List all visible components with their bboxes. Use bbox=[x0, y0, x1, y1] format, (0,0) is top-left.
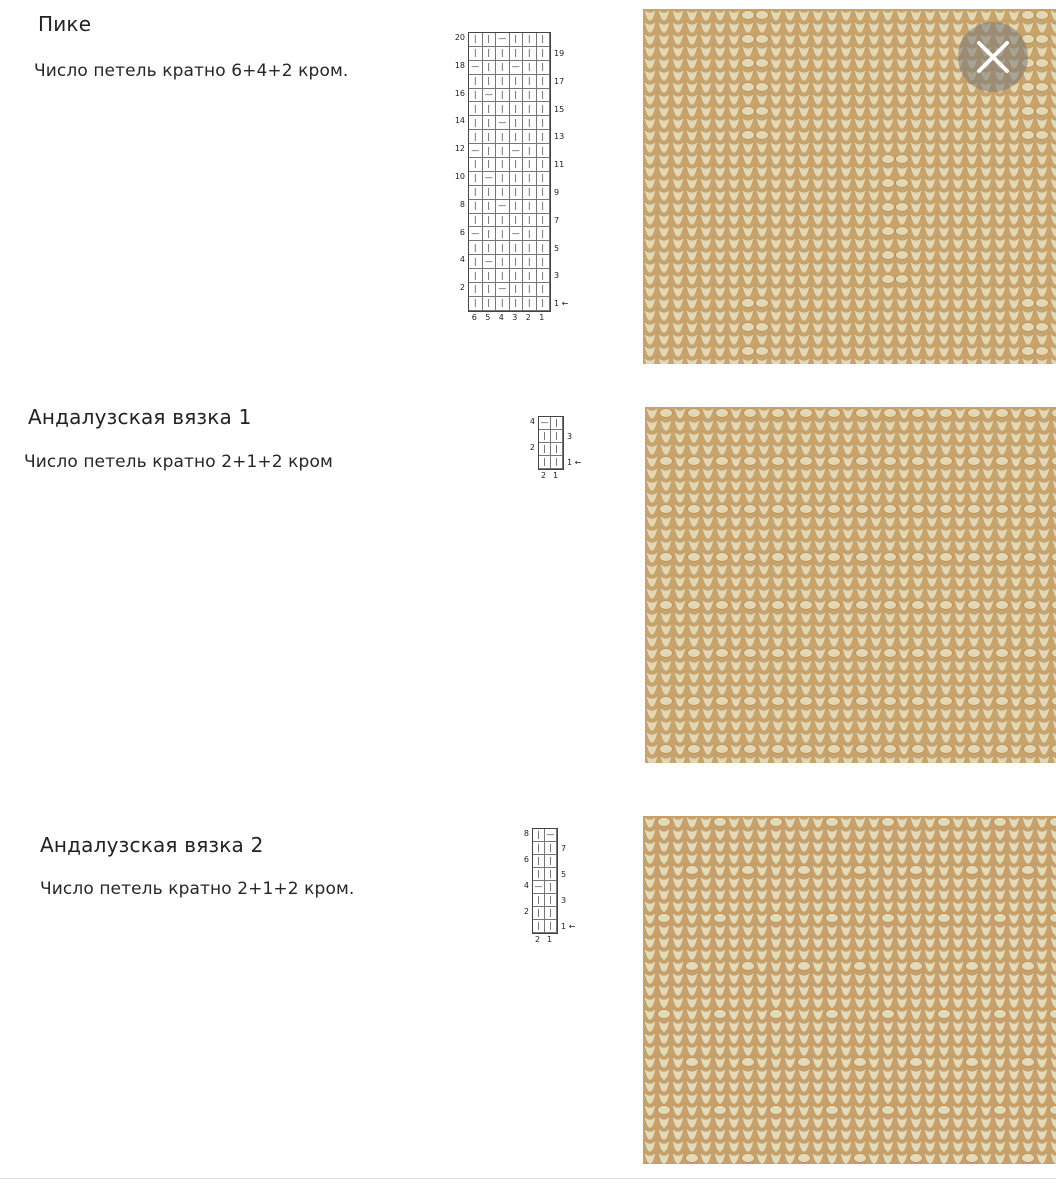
chart-cell: | bbox=[469, 255, 483, 269]
pattern-title-pike: Пике bbox=[38, 12, 92, 36]
chart-cell: | bbox=[496, 172, 510, 186]
chart-cell: | bbox=[483, 47, 497, 61]
row-label-even: 10 bbox=[454, 172, 465, 181]
chart-cell: | bbox=[523, 116, 537, 130]
chart-cell: | bbox=[523, 227, 537, 241]
chart-cell: | bbox=[537, 297, 551, 311]
chart-cell: | bbox=[523, 172, 537, 186]
chart-cell: | bbox=[533, 855, 545, 868]
chart-cell: | bbox=[510, 75, 524, 89]
chart-cell: | bbox=[469, 214, 483, 228]
chart-cell: | bbox=[523, 297, 537, 311]
chart-cell: | bbox=[469, 283, 483, 297]
chart-cell: | bbox=[483, 130, 497, 144]
row-label-odd: 15 bbox=[554, 104, 565, 114]
chart-cell: | bbox=[510, 283, 524, 297]
chart-cell: — bbox=[510, 61, 524, 75]
chart-cell: | bbox=[496, 227, 510, 241]
chart-cell: — bbox=[510, 144, 524, 158]
chart-cell: | bbox=[545, 881, 557, 894]
row-label-odd: 1 ← bbox=[561, 922, 576, 931]
chart-cell: | bbox=[523, 47, 537, 61]
chart-cell: | bbox=[496, 214, 510, 228]
knitting-chart-andalusian-2 bbox=[520, 826, 590, 954]
chart-cell: | bbox=[523, 255, 537, 269]
chart-cell: | bbox=[523, 102, 537, 116]
column-label: 1 bbox=[553, 471, 559, 480]
column-label: 2 bbox=[525, 313, 531, 322]
chart-cell: | bbox=[523, 283, 537, 297]
chart-cell: | bbox=[510, 158, 524, 172]
chart-cell: | bbox=[551, 456, 563, 469]
chart-cell: | bbox=[483, 214, 497, 228]
chart-cell: | bbox=[496, 158, 510, 172]
column-label: 1 bbox=[539, 313, 545, 322]
chart-cell: | bbox=[469, 158, 483, 172]
column-label: 3 bbox=[512, 313, 518, 322]
chart-cell: | bbox=[523, 269, 537, 283]
row-label-even: 16 bbox=[454, 88, 465, 98]
column-label: 6 bbox=[471, 313, 477, 322]
chart-cell: — bbox=[539, 417, 551, 430]
row-label-odd: 3 bbox=[554, 271, 560, 281]
column-label: 5 bbox=[485, 313, 491, 322]
chart-cell: | bbox=[545, 868, 557, 881]
chart-cell: — bbox=[483, 255, 497, 269]
chart-cell: | bbox=[469, 200, 483, 214]
chart-cell: | bbox=[510, 116, 524, 130]
chart-cell: | bbox=[551, 417, 563, 430]
row-label-odd: 7 bbox=[561, 844, 567, 853]
chart-grid bbox=[532, 828, 558, 934]
pattern-title-andalusian-2: Андалузская вязка 2 bbox=[40, 833, 264, 857]
chart-cell: | bbox=[537, 130, 551, 144]
chart-cell: | bbox=[469, 241, 483, 255]
chart-cell: | bbox=[523, 130, 537, 144]
chart-cell: | bbox=[483, 75, 497, 89]
pattern-description-andalusian-2: Число петель кратно 2+1+2 кром. bbox=[40, 879, 355, 899]
chart-cell: | bbox=[469, 47, 483, 61]
chart-cell: — bbox=[469, 227, 483, 241]
chart-cell: — bbox=[545, 829, 557, 842]
chart-cell: | bbox=[533, 920, 545, 933]
chart-cell: — bbox=[483, 89, 497, 103]
chart-cell: | bbox=[523, 200, 537, 214]
chart-cell: | bbox=[545, 907, 557, 920]
chart-cell: | bbox=[537, 214, 551, 228]
chart-cell: | bbox=[537, 269, 551, 283]
chart-cell: | bbox=[496, 102, 510, 116]
chart-cell: | bbox=[483, 144, 497, 158]
chart-cell: | bbox=[523, 241, 537, 255]
chart-cell: | bbox=[537, 283, 551, 297]
chart-cell: | bbox=[496, 144, 510, 158]
chart-cell: | bbox=[483, 297, 497, 311]
chart-cell: | bbox=[510, 102, 524, 116]
pattern-description-pike: Число петель кратно 6+4+2 кром. bbox=[34, 61, 349, 81]
chart-cell: | bbox=[510, 172, 524, 186]
chart-cell: | bbox=[533, 894, 545, 907]
chart-cell: | bbox=[496, 47, 510, 61]
chart-cell: | bbox=[469, 269, 483, 283]
row-label-odd: 7 bbox=[554, 215, 560, 225]
chart-cell: | bbox=[496, 255, 510, 269]
row-label-even: 6 bbox=[523, 855, 529, 864]
chart-cell: | bbox=[523, 89, 537, 103]
chart-cell: — bbox=[510, 227, 524, 241]
chart-cell: | bbox=[551, 443, 563, 456]
column-label: 2 bbox=[541, 471, 547, 480]
knit-swatch-andalusian-2 bbox=[643, 816, 1056, 1164]
chart-cell: | bbox=[510, 33, 524, 47]
chart-cell: | bbox=[510, 255, 524, 269]
chart-cell: | bbox=[533, 842, 545, 855]
column-label: 4 bbox=[498, 313, 504, 322]
row-label-odd: 11 bbox=[554, 160, 565, 170]
chart-cell: | bbox=[510, 186, 524, 200]
chart-cell: — bbox=[533, 881, 545, 894]
chart-cell: | bbox=[545, 855, 557, 868]
pattern-title-andalusian-1: Андалузская вязка 1 bbox=[28, 405, 252, 429]
close-button[interactable] bbox=[958, 22, 1028, 92]
chart-cell: | bbox=[496, 61, 510, 75]
chart-cell: | bbox=[537, 241, 551, 255]
chart-cell: | bbox=[469, 297, 483, 311]
chart-cell: | bbox=[537, 172, 551, 186]
chart-cell: | bbox=[483, 227, 497, 241]
chart-cell: | bbox=[545, 894, 557, 907]
chart-cell: | bbox=[469, 130, 483, 144]
chart-cell: | bbox=[537, 75, 551, 89]
row-label-even: 8 bbox=[459, 199, 465, 209]
row-label-odd: 19 bbox=[554, 48, 565, 58]
knit-texture bbox=[645, 407, 1056, 763]
row-label-odd: 1 ← bbox=[567, 458, 582, 467]
chart-cell: | bbox=[523, 33, 537, 47]
chart-grid bbox=[468, 32, 551, 312]
chart-cell: | bbox=[537, 89, 551, 103]
row-label-even: 12 bbox=[454, 144, 465, 154]
chart-cell: | bbox=[523, 214, 537, 228]
chart-cell: | bbox=[537, 255, 551, 269]
chart-cell: | bbox=[483, 283, 497, 297]
chart-cell: | bbox=[523, 61, 537, 75]
row-label-even: 18 bbox=[454, 60, 465, 70]
chart-cell: | bbox=[483, 102, 497, 116]
chart-cell: | bbox=[539, 430, 551, 443]
chart-cell: | bbox=[496, 269, 510, 283]
chart-cell: | bbox=[510, 297, 524, 311]
chart-cell: | bbox=[483, 186, 497, 200]
chart-cell: | bbox=[510, 200, 524, 214]
chart-cell: | bbox=[483, 33, 497, 47]
row-label-even: 2 bbox=[523, 907, 529, 916]
chart-cell: | bbox=[510, 130, 524, 144]
chart-cell: | bbox=[496, 297, 510, 311]
chart-cell: | bbox=[469, 75, 483, 89]
chart-cell: | bbox=[533, 829, 545, 842]
chart-cell: | bbox=[523, 158, 537, 172]
row-label-odd: 9 bbox=[554, 187, 560, 197]
chart-cell: | bbox=[533, 868, 545, 881]
chart-cell: | bbox=[510, 269, 524, 283]
chart-cell: | bbox=[483, 269, 497, 283]
knit-texture bbox=[643, 816, 1056, 1164]
chart-cell: | bbox=[523, 186, 537, 200]
row-label-even: 8 bbox=[523, 829, 529, 838]
chart-grid bbox=[538, 416, 564, 470]
row-label-even: 4 bbox=[459, 255, 465, 265]
knitting-chart-andalusian-1 bbox=[524, 414, 596, 494]
chart-cell: | bbox=[469, 116, 483, 130]
chart-cell: | bbox=[537, 102, 551, 116]
chart-cell: — bbox=[483, 172, 497, 186]
chart-cell: | bbox=[496, 130, 510, 144]
chart-cell: | bbox=[469, 102, 483, 116]
chart-cell: | bbox=[537, 158, 551, 172]
row-label-even: 2 bbox=[529, 443, 535, 452]
chart-cell: | bbox=[539, 443, 551, 456]
row-label-odd: 3 bbox=[561, 896, 567, 905]
pattern-description-andalusian-1: Число петель кратно 2+1+2 кром bbox=[24, 452, 333, 472]
row-label-odd: 13 bbox=[554, 132, 565, 142]
chart-cell: | bbox=[469, 186, 483, 200]
divider bbox=[0, 1178, 1056, 1179]
chart-cell: | bbox=[537, 33, 551, 47]
row-label-even: 14 bbox=[454, 116, 465, 126]
chart-cell: | bbox=[469, 172, 483, 186]
chart-cell: | bbox=[537, 47, 551, 61]
chart-cell: | bbox=[537, 227, 551, 241]
chart-cell: | bbox=[537, 144, 551, 158]
chart-cell: | bbox=[483, 200, 497, 214]
chart-cell: | bbox=[523, 75, 537, 89]
chart-cell: | bbox=[510, 47, 524, 61]
row-label-odd: 5 bbox=[554, 243, 560, 253]
chart-cell: | bbox=[545, 842, 557, 855]
row-label-even: 6 bbox=[459, 227, 465, 237]
row-label-odd: 3 bbox=[567, 432, 573, 441]
chart-cell: | bbox=[483, 241, 497, 255]
chart-cell: | bbox=[537, 116, 551, 130]
chart-cell: | bbox=[510, 89, 524, 103]
knitting-chart-pike bbox=[448, 30, 580, 335]
chart-cell: | bbox=[483, 158, 497, 172]
chart-cell: — bbox=[496, 283, 510, 297]
knit-swatch-andalusian-1 bbox=[645, 407, 1056, 763]
row-label-odd: 5 bbox=[561, 870, 567, 879]
chart-cell: | bbox=[510, 214, 524, 228]
chart-cell: — bbox=[496, 200, 510, 214]
chart-cell: | bbox=[533, 907, 545, 920]
chart-cell: | bbox=[469, 33, 483, 47]
column-label: 2 bbox=[535, 935, 541, 944]
chart-cell: | bbox=[496, 186, 510, 200]
chart-cell: — bbox=[496, 116, 510, 130]
chart-cell: | bbox=[496, 241, 510, 255]
chart-cell: | bbox=[483, 61, 497, 75]
chart-cell: | bbox=[537, 61, 551, 75]
chart-cell: | bbox=[510, 241, 524, 255]
row-label-odd: 17 bbox=[554, 76, 565, 86]
chart-cell: | bbox=[469, 89, 483, 103]
row-label-even: 2 bbox=[459, 283, 465, 293]
chart-cell: | bbox=[523, 144, 537, 158]
chart-cell: | bbox=[496, 75, 510, 89]
chart-cell: — bbox=[469, 144, 483, 158]
chart-cell: | bbox=[496, 89, 510, 103]
row-label-even: 20 bbox=[454, 33, 465, 42]
chart-cell: — bbox=[469, 61, 483, 75]
chart-cell: | bbox=[483, 116, 497, 130]
chart-cell: | bbox=[545, 920, 557, 933]
chart-cell: | bbox=[537, 186, 551, 200]
chart-cell: | bbox=[537, 200, 551, 214]
close-icon[interactable] bbox=[973, 37, 1013, 77]
row-label-even: 4 bbox=[529, 417, 535, 426]
chart-cell: — bbox=[496, 33, 510, 47]
row-label-even: 4 bbox=[523, 881, 529, 890]
chart-cell: | bbox=[551, 430, 563, 443]
column-label: 1 bbox=[547, 935, 553, 944]
chart-cell: | bbox=[539, 456, 551, 469]
row-label-odd: 1 ← bbox=[554, 299, 569, 309]
